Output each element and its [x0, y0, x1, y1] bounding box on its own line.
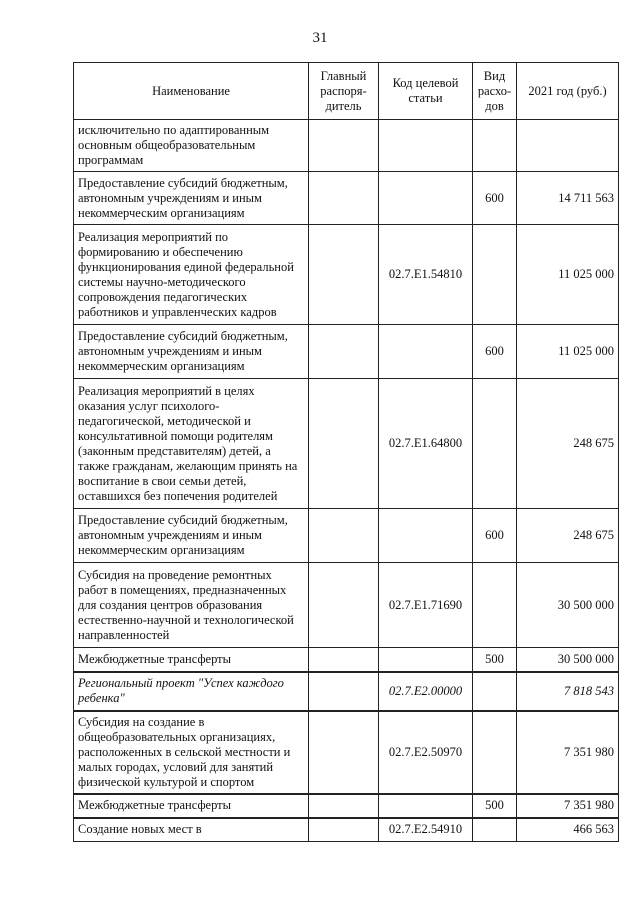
row-administrator	[309, 563, 379, 648]
table-row	[74, 325, 619, 379]
table-row	[74, 648, 619, 672]
row-amount: 11 025 000	[517, 325, 619, 379]
row-type: 500	[473, 794, 517, 818]
row-administrator	[309, 120, 379, 172]
row-type: 600	[473, 325, 517, 379]
row-administrator	[309, 509, 379, 563]
row-administrator	[309, 672, 379, 711]
page-number: 31	[312, 30, 328, 46]
row-code: 02.7.E1.71690	[379, 563, 473, 648]
row-administrator	[309, 325, 379, 379]
row-amount: 14 711 563	[517, 172, 619, 225]
row-amount: 7 351 980	[517, 794, 619, 818]
row-amount: 248 675	[517, 379, 619, 509]
row-amount: 11 025 000	[517, 225, 619, 325]
table-row	[74, 509, 619, 563]
table-row	[74, 672, 619, 711]
row-type	[473, 818, 517, 842]
row-type	[473, 672, 517, 711]
row-administrator	[309, 225, 379, 325]
header-administrator: Главный распоря-дитель	[309, 63, 379, 120]
row-name: Предоставление субсидий бюджетным, автономным учреждениям и иным некоммерческим организациям	[74, 325, 309, 379]
table-row	[74, 225, 619, 325]
row-code: 02.7.E2.54910	[379, 818, 473, 842]
row-code	[379, 172, 473, 225]
row-type	[473, 379, 517, 509]
row-name: Предоставление субсидий бюджетным, автономным учреждениям и иным некоммерческим организациям	[74, 509, 309, 563]
row-amount: 7 818 543	[517, 672, 619, 711]
budget-table	[73, 62, 619, 842]
row-type	[473, 120, 517, 172]
header-type: Вид расхо-дов	[473, 63, 517, 120]
row-name: исключительно по адаптированным основным общеобразовательным программам	[74, 120, 309, 172]
header-row	[74, 63, 619, 120]
row-amount	[517, 120, 619, 172]
row-name: Субсидия на создание в общеобразовательных организациях, расположенных в сельской местности и малых городах, условий для занятий физической культурой и спортом	[74, 711, 309, 794]
row-amount: 466 563	[517, 818, 619, 842]
row-amount: 30 500 000	[517, 648, 619, 672]
row-type	[473, 711, 517, 794]
row-name: Региональный проект "Успех каждого ребенка"	[74, 672, 309, 711]
header-name: Наименование	[74, 63, 309, 120]
row-name: Реализация мероприятий по формированию и обеспечению функционирования единой федеральной системы научно-методического сопровождения педагогических работников и управленческих кадров	[74, 225, 309, 325]
row-code	[379, 794, 473, 818]
row-name: Реализация мероприятий в целях оказания услуг психолого-педагогической, методической и консультативной помощи родителям (законным представителям) детей, а также гражданам, желающим принять на воспитание в свои семьи детей, оставшихся без попечения родителей	[74, 379, 309, 509]
table-row	[74, 794, 619, 818]
table-row	[74, 563, 619, 648]
row-amount: 248 675	[517, 509, 619, 563]
row-type	[473, 563, 517, 648]
row-administrator	[309, 794, 379, 818]
row-type: 500	[473, 648, 517, 672]
row-code	[379, 120, 473, 172]
row-administrator	[309, 818, 379, 842]
row-amount: 7 351 980	[517, 711, 619, 794]
row-amount: 30 500 000	[517, 563, 619, 648]
row-code: 02.7.E2.00000	[379, 672, 473, 711]
table-row	[74, 379, 619, 509]
table-row	[74, 120, 619, 172]
row-code: 02.7.E1.64800	[379, 379, 473, 509]
row-type	[473, 225, 517, 325]
table-row	[74, 818, 619, 842]
row-type: 600	[473, 172, 517, 225]
row-administrator	[309, 711, 379, 794]
row-name: Межбюджетные трансферты	[74, 648, 309, 672]
row-code	[379, 648, 473, 672]
row-name: Субсидия на проведение ремонтных работ в помещениях, предназначенных для создания центров образования естественно-научной и технологической направленностей	[74, 563, 309, 648]
row-name: Создание новых мест в	[74, 818, 309, 842]
header-amount: 2021 год (руб.)	[517, 63, 619, 120]
row-code: 02.7.E2.50970	[379, 711, 473, 794]
row-code	[379, 325, 473, 379]
row-administrator	[309, 172, 379, 225]
row-code	[379, 509, 473, 563]
row-administrator	[309, 379, 379, 509]
table-row	[74, 711, 619, 794]
header-code: Код целевой статьи	[379, 63, 473, 120]
row-name: Предоставление субсидий бюджетным, автономным учреждениям и иным некоммерческим организациям	[74, 172, 309, 225]
row-administrator	[309, 648, 379, 672]
table-row	[74, 172, 619, 225]
row-name: Межбюджетные трансферты	[74, 794, 309, 818]
row-type: 600	[473, 509, 517, 563]
row-code: 02.7.E1.54810	[379, 225, 473, 325]
